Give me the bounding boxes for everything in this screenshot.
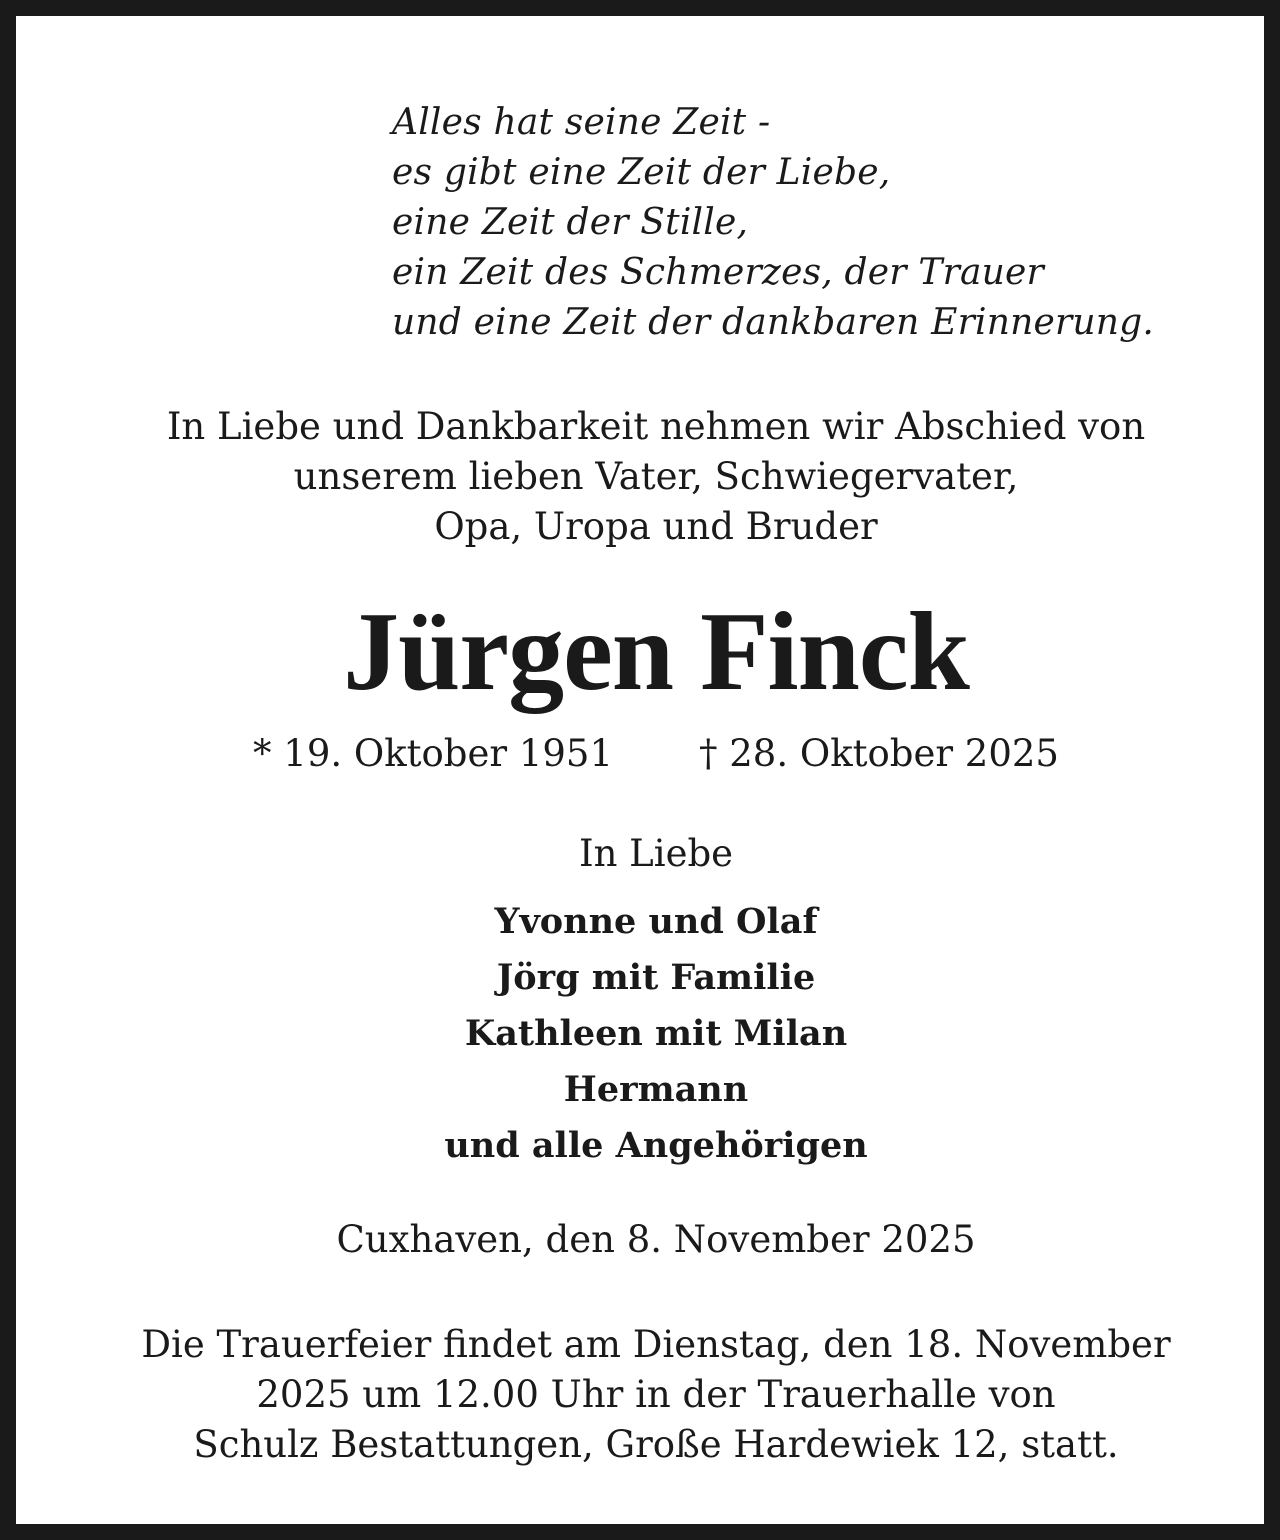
place-and-date: Cuxhaven, den 8. November 2025 (336, 1218, 976, 1261)
birth-date: * 19. Oktober 1951 (253, 732, 613, 775)
ceremony-line: Die Trauerfeier findet am Dienstag, den 18. November (141, 1323, 1171, 1366)
poem-line: eine Zeit der Stille, (392, 202, 749, 243)
ceremony-line: Schulz Bestattungen, Große Hardewiek 12, statt. (193, 1423, 1119, 1466)
intro-line: Opa, Uropa und Bruder (434, 505, 878, 548)
poem (392, 98, 1154, 348)
mourner-name: Yvonne und Olaf (494, 901, 818, 942)
death-date: † 28. Oktober 2025 (699, 732, 1059, 775)
intro-text (16, 402, 1280, 552)
poem-line: es gibt eine Zeit der Liebe, (392, 152, 891, 193)
intro-line: In Liebe und Dankbarkeit nehmen wir Abschied von (166, 405, 1146, 448)
poem-line: Alles hat seine Zeit - (392, 102, 771, 143)
mourner-name: Hermann (563, 1069, 749, 1110)
mourners-list (16, 894, 1280, 1174)
mourner-name: Kathleen mit Milan (464, 1013, 848, 1054)
poem-line: und eine Zeit der dankbaren Erinnerung. (392, 302, 1155, 343)
intro-line: unserem lieben Vater, Schwiegervater, (293, 455, 1019, 498)
ceremony-line: 2025 um 12.00 Uhr in der Trauerhalle von (256, 1373, 1056, 1416)
mourner-name: Jörg mit Familie (496, 957, 816, 998)
mourner-name: und alle Angehörigen (444, 1125, 868, 1166)
life-dates (16, 730, 1280, 778)
ceremony-notice (16, 1320, 1280, 1470)
mourners-heading: In Liebe (578, 832, 734, 875)
deceased-name: Jürgen Finck (343, 590, 969, 714)
poem-line: ein Zeit des Schmerzes, der Trauer (392, 252, 1044, 293)
